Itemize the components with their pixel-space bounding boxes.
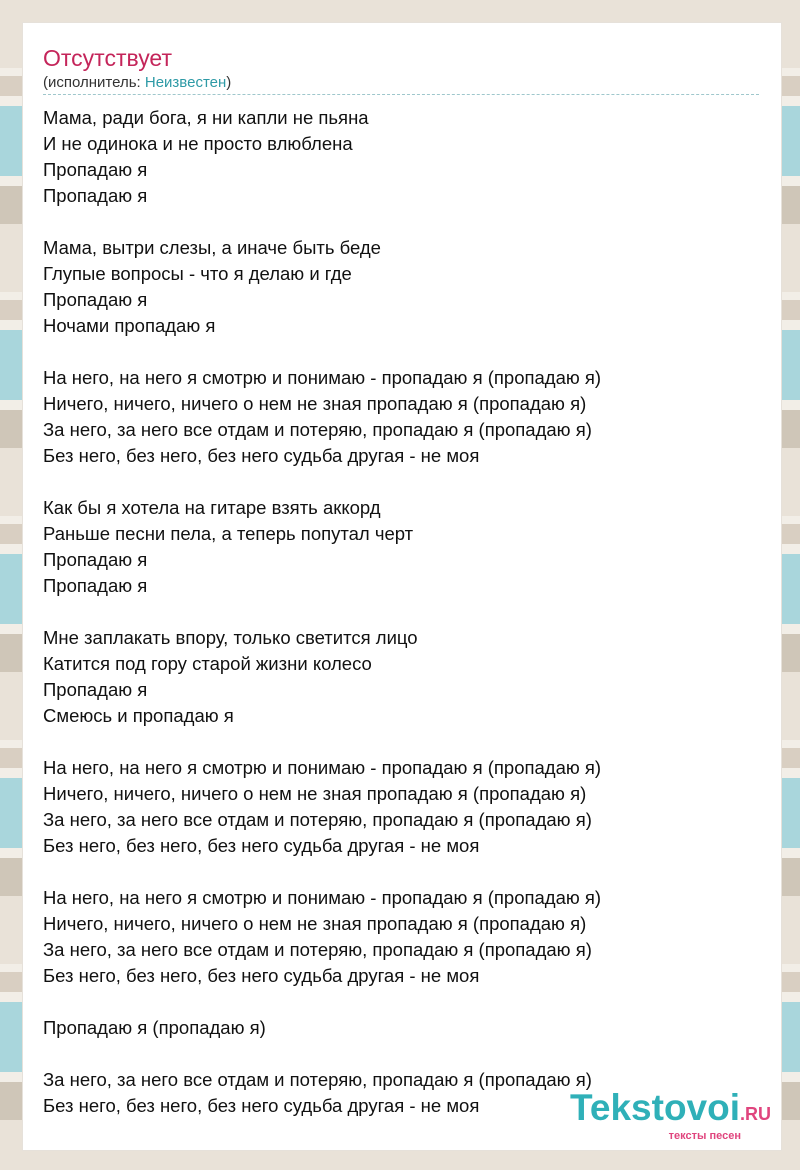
lyric-line: Без него, без него, без него судьба другая - не моя: [43, 835, 480, 856]
lyric-line: Пропадаю я (пропадаю я): [43, 1017, 266, 1038]
lyric-line: За него, за него все отдам и потеряю, пропадаю я (пропадаю я): [43, 1069, 592, 1090]
lyric-line: За него, за него все отдам и потеряю, пропадаю я (пропадаю я): [43, 939, 592, 960]
header-divider: [43, 94, 759, 95]
lyric-line: Пропадаю я: [43, 679, 148, 700]
lyric-line: Смеюсь и пропадаю я: [43, 705, 234, 726]
logo-wordmark: [570, 1087, 771, 1132]
logo-main-text: Tekstovoi: [570, 1087, 740, 1128]
lyric-blank-line: [43, 859, 759, 885]
lyric-line: Ночами пропадаю я: [43, 315, 216, 336]
lyric-line: На него, на него я смотрю и понимаю - пропадаю я (пропадаю я): [43, 367, 602, 388]
lyric-line: Ничего, ничего, ничего о нем не зная пропадаю я (пропадаю я): [43, 913, 587, 934]
logo-tagline: тексты песен: [668, 1130, 741, 1142]
lyric-line: Мама, вытри слезы, а иначе быть беде: [43, 237, 381, 258]
lyric-line: Пропадаю я: [43, 159, 148, 180]
lyric-line: И не одинока и не просто влюблена: [43, 133, 353, 154]
lyric-line: На него, на него я смотрю и понимаю - пропадаю я (пропадаю я): [43, 757, 602, 778]
lyric-blank-line: [43, 1041, 759, 1067]
lyric-line: Без него, без него, без него судьба другая - не моя: [43, 965, 480, 986]
lyrics-text: [43, 105, 759, 1119]
lyric-line: Катится под гору старой жизни колесо: [43, 653, 372, 674]
lyric-line: За него, за него все отдам и потеряю, пропадаю я (пропадаю я): [43, 419, 592, 440]
site-logo[interactable]: [570, 1087, 771, 1142]
lyric-line: Пропадаю я: [43, 549, 148, 570]
lyric-line: Мне заплакать впору, только светится лицо: [43, 627, 418, 648]
song-title: Отсутствует: [43, 45, 172, 71]
lyrics-card: [22, 22, 782, 1151]
lyric-line: Глупые вопросы - что я делаю и где: [43, 263, 352, 284]
lyric-blank-line: [43, 599, 759, 625]
lyric-line: Раньше песни пела, а теперь попутал черт: [43, 523, 414, 544]
lyric-line: Пропадаю я: [43, 575, 148, 596]
lyric-line: Без него, без него, без него судьба другая - не моя: [43, 1095, 480, 1116]
lyric-blank-line: [43, 339, 759, 365]
lyric-line: Пропадаю я: [43, 289, 148, 310]
lyric-line: За него, за него все отдам и потеряю, пропадаю я (пропадаю я): [43, 809, 592, 830]
performer-link[interactable]: Неизвестен: [144, 74, 227, 91]
performer-suffix: ): [226, 74, 232, 91]
lyric-blank-line: [43, 209, 759, 235]
lyric-line: На него, на него я смотрю и понимаю - пропадаю я (пропадаю я): [43, 887, 602, 908]
lyric-line: Без него, без него, без него судьба другая - не моя: [43, 445, 480, 466]
lyric-line: Пропадаю я: [43, 185, 148, 206]
lyric-line: Как бы я хотела на гитаре взять аккорд: [43, 497, 381, 518]
lyric-line: Ничего, ничего, ничего о нем не зная пропадаю я (пропадаю я): [43, 783, 587, 804]
lyric-line: Мама, ради бога, я ни капли не пьяна: [43, 107, 369, 128]
performer-line: [43, 73, 231, 93]
lyric-line: Ничего, ничего, ничего о нем не зная пропадаю я (пропадаю я): [43, 393, 587, 414]
lyric-blank-line: [43, 469, 759, 495]
logo-tld: .RU: [740, 1104, 771, 1124]
lyric-blank-line: [43, 989, 759, 1015]
lyric-blank-line: [43, 729, 759, 755]
performer-prefix: (исполнитель:: [43, 74, 145, 91]
